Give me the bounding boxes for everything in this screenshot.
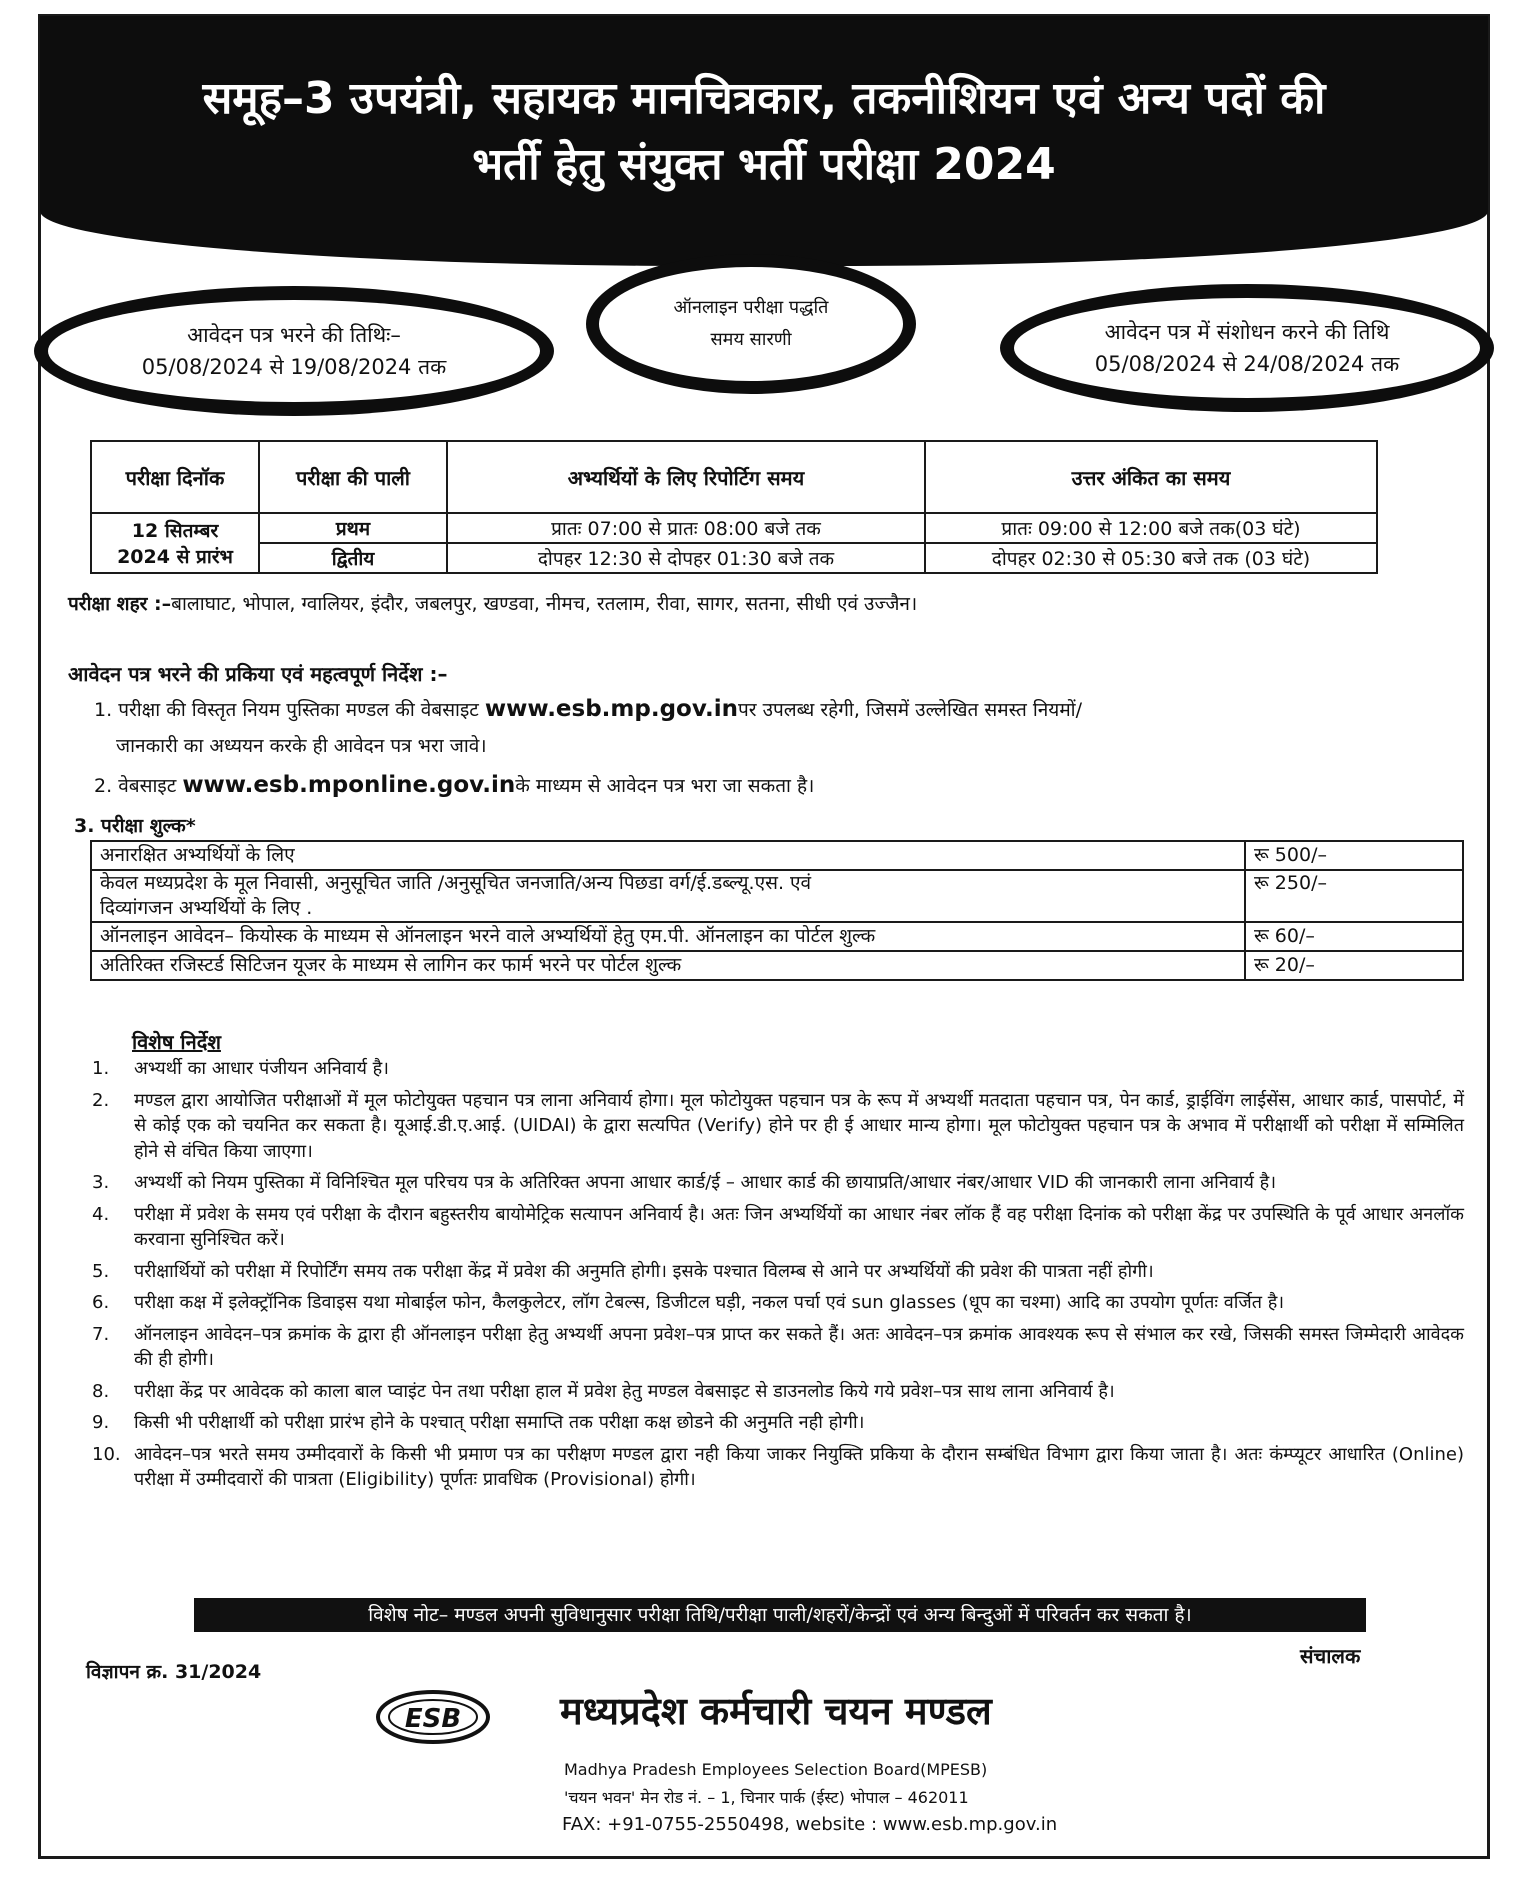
answer-cell: प्रातः 09:00 से 12:00 बजे तक(03 घंटे) <box>925 513 1377 543</box>
exam-schedule-table <box>90 440 1378 574</box>
item-text: परीक्षा केंद्र पर आवेदक को काला बाल प्वाइंट पेन तथा परीक्षा हाल में प्रवेश हेतु मण्डल वेबसाइट से डाउनलोड किये गये प्रवेश–पत्र साथ लाना अनिवार्य है। <box>134 1380 1115 1402</box>
fee-amount: रू 500/– <box>1245 841 1463 870</box>
reporting-cell: प्रातः 07:00 से प्रातः 08:00 बजे तक <box>447 513 925 543</box>
item-text: मण्डल द्वारा आयोजित परीक्षाओं में मूल फोटोयुक्त पहचान पत्र लाना अनिवार्य होगा। मूल फोटोयुक्त पहचान पत्र के रूप में अभ्यर्थी मतदाता पहचान पत्र, पेन कार्ड, ड्राईविंग लाईसेंस, आधार कार्ड, पासपोर्ट, में से कोई एक को चयनित कर सकता है। यूआई.डी.ए.आई. (UIDAI) के द्वारा सत्यपित (Verify) होने पर ही ई आधार मान्य होगा। मूल फोटोयुक्त पहचान पत्र के अभाव में परीक्षार्थी को परीक्षा में सम्मिलित होने से वंचित किया जाएगा। <box>134 1089 1464 1162</box>
logo-text: ESB <box>404 1704 462 1734</box>
special-instructions-title: विशेष निर्देश <box>132 1030 221 1054</box>
item-text: आवेदन–पत्र भरते समय उम्मीदवारों के किसी भी प्रमाण पत्र का परीक्षण मण्डल द्वारा नही किया जाकर नियुक्ति प्रकिया के दौरान सम्बंधित विभाग द्वारा किया जाता है। अतः कंम्प्यूटर आधारित (Online) परीक्षा में उम्मीदवारों की पात्रता (Eligibility) पूर्णतः प्रावधिक (Provisional) होगी। <box>134 1443 1464 1490</box>
correction-date-range: 05/08/2024 से 24/08/2024 तक <box>1094 352 1400 376</box>
schedule-box-line-2: समय सारणी <box>710 329 792 350</box>
list-item <box>92 1442 1464 1493</box>
process-item-1-line-2: जानकारी का अध्ययन करके ही आवेदन पत्र भरा जावे। <box>116 735 487 757</box>
advertisement-number: विज्ञापन क्र. 31/2024 <box>86 1661 262 1683</box>
application-date-box <box>34 286 554 416</box>
fee-description-line-1: केवल मध्यप्रदेश के मूल निवासी, अनुसूचित जाति /अनुसूचित जनजाति/अन्य पिछडा वर्ग/ई.डब्ल्यू.एस. एवं <box>100 872 812 894</box>
list-item <box>92 1202 1464 1253</box>
process-item-2-number: 2. <box>94 775 113 797</box>
fee-amount: रू 20/– <box>1245 951 1463 980</box>
exam-fee-label: 3. परीक्षा शुल्क* <box>74 815 196 837</box>
process-item-1-text-b: पर उपलब्ध रहेगी, जिसमें उल्लेखित समस्त नियमों/ <box>737 699 1083 721</box>
organisation-contact: FAX: +91-0755-2550498, website : www.esb.mp.gov.in <box>562 1814 1058 1835</box>
fee-amount: रू 60/– <box>1245 922 1463 951</box>
correction-date-box <box>1000 284 1494 412</box>
process-heading: आवेदन पत्र भरने की प्रकिया एवं महत्वपूर्ण निर्देश :– <box>68 662 448 686</box>
table-header-row <box>91 441 1377 513</box>
special-instructions-list <box>92 1056 1464 1499</box>
exam-cities-label: परीक्षा शहर :– <box>68 593 172 615</box>
application-date-label: आवेदन पत्र भरने की तिथिः– <box>187 323 401 347</box>
item-number: 1. <box>92 1058 110 1079</box>
exam-date-line-1: 12 सितम्बर <box>131 520 219 542</box>
list-item <box>92 1410 1464 1436</box>
organisation-name-hindi: मध्यप्रदेश कर्मचारी चयन मण्डल <box>560 1689 992 1733</box>
item-number: 5. <box>92 1260 110 1282</box>
fee-description <box>91 870 1245 922</box>
organisation-name-english: Madhya Pradesh Employees Selection Board(MPESB) <box>564 1760 988 1779</box>
table-row <box>91 951 1463 980</box>
exam-date-cell <box>91 513 259 573</box>
correction-date-label: आवेदन पत्र में संशोधन करने की तिथि <box>1104 320 1390 344</box>
header-exam-shift: परीक्षा की पाली <box>259 441 447 513</box>
list-item <box>92 1322 1464 1373</box>
item-text: अभ्यर्थी का आधार पंजीयन अनिवार्य है। <box>134 1058 389 1079</box>
process-item-1-text-a: परीक्षा की विस्तृत नियम पुस्तिका मण्डल की वेबसाइट <box>118 699 485 721</box>
list-item <box>92 1259 1464 1285</box>
table-row <box>91 543 1377 573</box>
fee-description: अतिरिक्त रजिस्टर्ड सिटिजन यूजर के माध्यम से लागिन कर फार्म भरने पर पोर्टल शुल्क <box>91 951 1245 980</box>
table-row <box>91 513 1377 543</box>
signatory: संचालक <box>1300 1644 1361 1668</box>
fee-description-line-2: दिव्यांगजन अभ्यर्थियों के लिए . <box>100 897 313 919</box>
process-item-1-number: 1. <box>94 699 113 721</box>
process-item-1 <box>94 696 1082 722</box>
fee-description: ऑनलाइन आवेदन– कियोस्क के माध्यम से ऑनलाइन भरने वाले अभ्यर्थियों हेतु एम.पी. ऑनलाइन का पोर्टल शुल्क <box>91 922 1245 951</box>
answer-cell: दोपहर 02:30 से 05:30 बजे तक (03 घंटे) <box>925 543 1377 573</box>
process-item-2-text-b: के माध्यम से आवेदन पत्र भरा जा सकता है। <box>515 775 815 797</box>
application-date-range: 05/08/2024 से 19/08/2024 तक <box>141 355 447 379</box>
process-item-2 <box>94 772 814 798</box>
title-line-1: समूह–3 उपयंत्री, सहायक मानचित्रकार, तकनीशियन एवं अन्य पदों की <box>202 73 1326 124</box>
item-text: किसी भी परीक्षार्थी को परीक्षा प्रारंभ होने के पश्चात् परीक्षा समाप्ति तक परीक्षा कक्ष छोडने की अनुमति नही होगी। <box>134 1412 865 1433</box>
item-number: 9. <box>92 1412 110 1433</box>
exam-cities-list: बालाघाट, भोपाल, ग्वालियर, इंदौर, जबलपुर, खण्डवा, नीमच, रतलाम, रीवा, सागर, सतना, सीधी एवं उज्जैन। <box>171 593 918 615</box>
table-row <box>91 922 1463 951</box>
list-item <box>92 1170 1464 1196</box>
esb-website-link[interactable]: www.esb.mp.gov.in <box>484 696 738 722</box>
table-row <box>91 841 1463 870</box>
header-answer-time: उत्तर अंकित का समय <box>925 441 1377 513</box>
item-text: परीक्षा कक्ष में इलेक्ट्रॉनिक डिवाइस यथा मोबाईल फोन, कैलकुलेटर, लॉग टेबल्स, डिजीटल घड़ी, नकल पर्चा एवं sun glasses (धूप का चश्मा) आदि का उपयोग पूर्णतः वर्जित है। <box>134 1292 1285 1313</box>
list-item <box>92 1379 1464 1405</box>
shift-cell: द्वितीय <box>259 543 447 573</box>
item-number: 10. <box>92 1443 121 1465</box>
fee-description: अनारक्षित अभ्यर्थियों के लिए <box>91 841 1245 870</box>
esb-logo-icon <box>376 1690 490 1744</box>
fee-amount: रू 250/– <box>1245 870 1463 922</box>
list-item <box>92 1290 1464 1316</box>
item-text: ऑनलाइन आवेदन–पत्र क्रमांक के द्वारा ही ऑनलाइन परीक्षा हेतु अभ्यर्थी अपना प्रवेश–पत्र प्राप्त कर सकते हैं। अतः आवेदन–पत्र क्रमांक आवश्यक रूप से संभाल कर रखे, जिसकी समस्त जिम्मेदारी आवेदक की ही होगी। <box>134 1323 1464 1370</box>
item-number: 8. <box>92 1380 110 1402</box>
header-exam-date: परीक्षा दिनॉक <box>91 441 259 513</box>
shift-cell: प्रथम <box>259 513 447 543</box>
exam-date-line-2: 2024 से प्रारंभ <box>117 546 233 568</box>
item-number: 2. <box>92 1089 110 1111</box>
item-text: परीक्षार्थियों को परीक्षा में रिपोर्टिंग समय तक परीक्षा केंद्र में प्रवेश की अनुमति होगी। इसके पश्चात विलम्ब से आने पर अभ्यर्थियों की प्रवेश की पात्रता नहीं होगी। <box>134 1260 1154 1282</box>
header-reporting-time: अभ्यर्थियों के लिए रिपोर्टिग समय <box>447 441 925 513</box>
list-item <box>92 1088 1464 1165</box>
table-row <box>91 870 1463 922</box>
item-text: परीक्षा में प्रवेश के समय एवं परीक्षा के दौरान बहुस्तरीय बायोमेट्रिक सत्यापन अनिवार्य है। अतः जिन अभ्यर्थियों का आधार नंबर लॉक हैं वह परीक्षा दिनांक को परीक्षा केंद्र पर उपस्थिति के पूर्व आधार अनलॉक करवाना सुनिश्चित करें। <box>134 1203 1464 1250</box>
schedule-box <box>586 254 916 394</box>
item-number: 3. <box>92 1172 110 1193</box>
item-number: 6. <box>92 1292 110 1313</box>
schedule-box-line-1: ऑनलाइन परीक्षा पद्धति <box>673 297 829 318</box>
organisation-address: 'चयन भवन' मेन रोड नं. – 1, चिनार पार्क (ईस्ट) भोपाल – 462011 <box>564 1788 969 1807</box>
list-item <box>92 1056 1464 1082</box>
page-title <box>40 66 1488 198</box>
special-note-banner: विशेष नोट– मण्डल अपनी सुविधानुसार परीक्षा तिथि/परीक्षा पाली/शहरों/केन्द्रों एवं अन्य बिन्दुओं में परिवर्तन कर सकता है। <box>194 1598 1366 1632</box>
item-number: 7. <box>92 1323 110 1345</box>
exam-fee-table <box>90 840 1464 981</box>
item-number: 4. <box>92 1203 110 1225</box>
item-text: अभ्यर्थी को नियम पुस्तिका में विनिश्चित मूल परिचय पत्र के अतिरिक्त अपना आधार कार्ड/ई – आधार कार्ड की छायाप्रति/आधार नंबर/आधार VID की जानकारी लाना अनिवार्य है। <box>134 1172 1277 1193</box>
header <box>40 16 1488 406</box>
process-item-2-text-a: वेबसाइट <box>118 775 183 797</box>
mponline-website-link[interactable]: www.esb.mponline.gov.in <box>182 772 516 798</box>
title-line-2: भर्ती हेतु संयुक्त भर्ती परीक्षा 2024 <box>472 139 1056 190</box>
reporting-cell: दोपहर 12:30 से दोपहर 01:30 बजे तक <box>447 543 925 573</box>
exam-cities <box>68 590 917 616</box>
